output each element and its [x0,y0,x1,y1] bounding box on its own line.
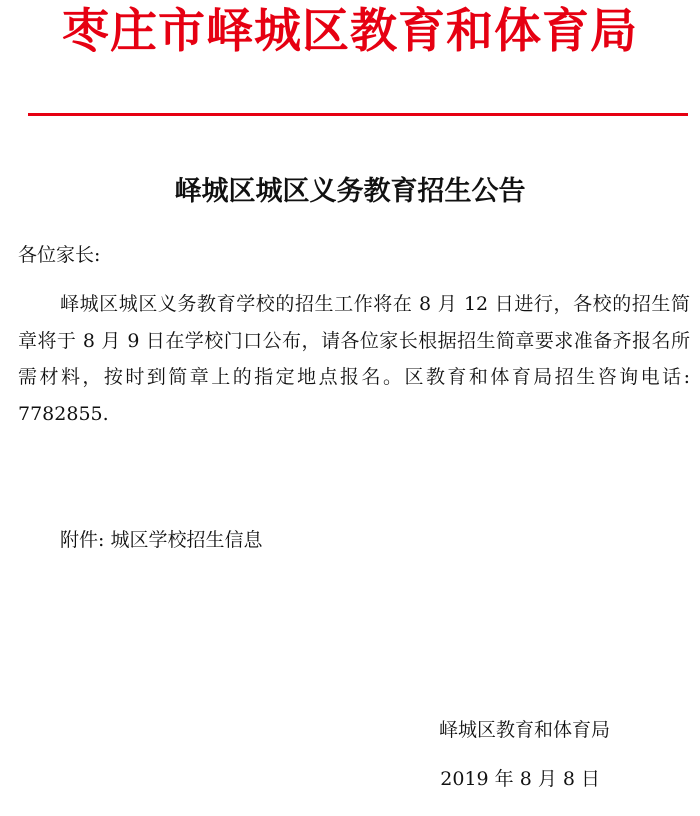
attachment-note: 附件: 城区学校招生信息 [60,529,263,551]
masthead-title: 枣庄市峄城区教育和体育局 [62,4,638,59]
announcement-body: 峄城区城区义务教育学校的招生工作将在 8 月 12 日进行，各校的招生简章将于 8 月 9 日在学校门口公布，请各位家长根据招生简章要求准备齐报名所需材料，按时到简章上的指定地点报名。区教育和体育局招生咨询电话: 7782855. [18,293,690,425]
document-title: 峄城区城区义务教育招生公告 [174,176,526,207]
salutation: 各位家长: [18,244,101,266]
signature-issuer: 峄城区教育和体育局 [438,719,610,741]
masthead-divider [28,113,688,116]
signature-date: 2019 年 8 月 8 日 [440,768,600,790]
